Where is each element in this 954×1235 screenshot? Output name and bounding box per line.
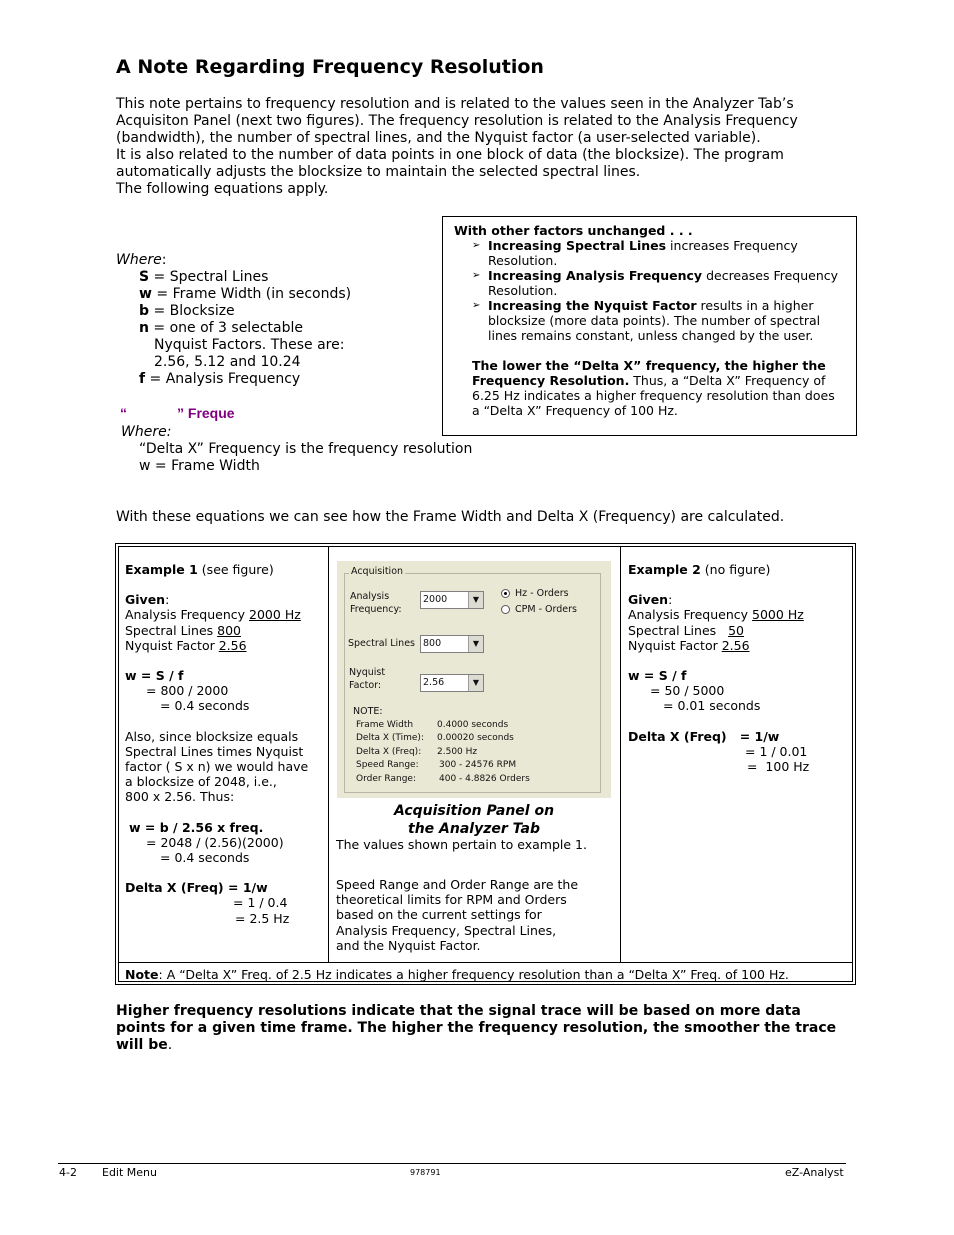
analysis-frequency-value: 2000 Hz xyxy=(249,607,301,623)
computed-key: Delta X (Freq): xyxy=(356,746,422,757)
arrow-bullet-icon: ➢ xyxy=(472,300,481,311)
computed-key: Order Range: xyxy=(356,773,416,784)
hz-orders-label[interactable]: Hz - Orders xyxy=(515,588,569,599)
computed-value: 300 - 24576 RPM xyxy=(439,760,517,771)
where-label: Where xyxy=(116,252,162,268)
dropdown-arrow-icon[interactable]: ▼ xyxy=(468,592,483,608)
definition-text: = Analysis Frequency xyxy=(145,371,301,387)
list-item xyxy=(454,268,849,298)
definition-text: = Frame Width (in seconds) xyxy=(151,286,352,302)
computed-row xyxy=(356,719,530,732)
intro-line: It is also related to the number of data points in one block of data (the blocksize). The program xyxy=(116,147,784,163)
note-line: theoretical limits for RPM and Orders xyxy=(336,892,567,908)
select-value: 800 xyxy=(423,638,442,649)
list-item xyxy=(454,298,849,343)
spectral-lines-select[interactable] xyxy=(420,635,484,653)
page-footer xyxy=(58,1163,846,1164)
example-title: Example 1 xyxy=(125,562,198,577)
example-title: Example 2 xyxy=(628,562,701,577)
bullet-text-cont: Resolution. xyxy=(488,283,558,298)
nyquist-factor-value: 2.56 xyxy=(721,637,750,653)
definition-text: = Spectral Lines xyxy=(149,269,269,285)
note-label: Note xyxy=(125,967,159,982)
bullet-bold: Increasing the Nyquist Factor xyxy=(488,298,697,313)
example-note: (no figure) xyxy=(700,562,771,577)
delta-x-equation: Delta X (Freq) = 1/w xyxy=(628,728,780,744)
computed-row xyxy=(356,773,530,786)
bullet-text-cont: Resolution. xyxy=(488,253,558,268)
lower-delta-x-note xyxy=(454,358,849,418)
delta-x-equation: Delta X (Freq) = 1/w xyxy=(125,880,268,896)
page-number: 4-2 xyxy=(59,1166,77,1179)
definition-n-values: 2.56, 5.12 and 10.24 xyxy=(154,354,301,370)
conclusion-line: points for a given time frame. The higher the frequency resolution, the smoother the trace xyxy=(116,1020,837,1036)
analysis-frequency-value: 5000 Hz xyxy=(752,607,804,623)
acquisition-panel xyxy=(337,561,611,798)
computed-value: 0.00020 seconds xyxy=(437,733,514,744)
arrow-bullet-icon: ➢ xyxy=(472,270,481,281)
note-text: Thus, a “Delta X” Frequency of xyxy=(629,373,826,388)
bullet-text: results in a higher xyxy=(696,298,814,313)
conclusion-paragraph xyxy=(116,1003,846,1054)
nyquist-factor-select[interactable] xyxy=(420,674,484,692)
calc-result: = 2.5 Hz xyxy=(235,910,290,926)
footer-section: Edit Menu xyxy=(102,1166,157,1179)
conclusion-period: . xyxy=(167,1037,173,1053)
note-line: based on the current settings for xyxy=(336,907,542,923)
frame-width-equation: w = S / f xyxy=(628,668,687,684)
symbol: S xyxy=(139,269,150,285)
bullet-bold: Increasing Analysis Frequency xyxy=(488,268,703,283)
symbol: b xyxy=(139,303,150,319)
given-label: Given xyxy=(125,592,166,608)
select-value: 2000 xyxy=(423,594,448,605)
example-note: (see figure) xyxy=(197,562,274,577)
given-colon: : xyxy=(668,592,673,608)
computed-row xyxy=(356,732,530,745)
panel-caption xyxy=(336,802,612,838)
blocksize-text: Spectral Lines times Nyquist xyxy=(125,743,304,759)
calc-result: = 100 Hz xyxy=(747,759,810,775)
frame-width-equation: w = S / f xyxy=(125,668,184,684)
note-line: 6.25 Hz indicates a higher frequency resolution than does xyxy=(472,388,835,403)
footer-product: eZ-Analyst xyxy=(785,1166,844,1179)
fragment-text: ” Freque xyxy=(177,405,235,421)
calc-step: = 2048 / (2.56)(2000) xyxy=(146,834,284,850)
nyquist-factor-label: Nyquist Factor xyxy=(628,637,722,653)
label-line: Frequency: xyxy=(350,604,402,615)
hz-orders-radio[interactable] xyxy=(501,589,510,598)
spectral-lines-label: Spectral Lines xyxy=(628,622,729,638)
nyquist-factor-label: Nyquist Factor xyxy=(125,637,219,653)
computed-value: 0.4000 seconds xyxy=(437,720,509,730)
calc-result: = 0.4 seconds xyxy=(160,698,250,714)
note-line: and the Nyquist Factor. xyxy=(336,937,481,953)
definition-n-cont: Nyquist Factors. These are: xyxy=(154,337,345,353)
bullet-text-cont: blocksize (more data points). The number of spectral xyxy=(488,313,821,328)
note-line: The lower the “Delta X” frequency, the higher the xyxy=(472,358,826,373)
delta-x-equation-fragment xyxy=(120,405,235,421)
calc-step: = 800 / 2000 xyxy=(146,683,229,699)
analysis-frequency-label: Analysis Frequency xyxy=(125,607,250,623)
calc-step: = 1 / 0.4 xyxy=(233,895,288,911)
bullet-text: decreases Frequency xyxy=(702,268,839,283)
symbol: w xyxy=(139,286,152,302)
spectral-lines-value: 50 xyxy=(728,622,744,638)
given-colon: : xyxy=(165,592,170,608)
where-colon: : xyxy=(161,252,167,268)
definition-b xyxy=(116,303,436,320)
caption-line: Acquisition Panel on xyxy=(393,803,555,819)
cpm-orders-radio[interactable] xyxy=(501,605,510,614)
computed-values xyxy=(356,719,530,786)
computed-value: 400 - 4.8826 Orders xyxy=(439,773,530,784)
blocksize-text: factor ( S x n) we would have xyxy=(125,759,309,775)
intro-line: The following equations apply. xyxy=(116,181,329,197)
label-line: Factor: xyxy=(349,680,382,691)
footer-code: 978791 xyxy=(410,1168,441,1177)
label-line: Nyquist xyxy=(349,667,386,678)
blocksize-equation: w = b / 2.56 x freq. xyxy=(129,819,264,835)
definition-w xyxy=(116,286,436,303)
speed-range-note xyxy=(336,877,616,953)
intro-line: Acquisiton Panel (next two figures). The frequency resolution is related to the Analysis Frequency xyxy=(116,113,798,129)
nyquist-factor-value: 2.56 xyxy=(218,637,247,653)
list-item xyxy=(454,238,849,268)
computed-row xyxy=(356,759,530,772)
spectral-lines-value: 800 xyxy=(217,622,241,638)
symbol: f xyxy=(139,371,146,387)
sidebar-title: With other factors unchanged . . . xyxy=(454,223,693,238)
column-divider xyxy=(620,547,621,963)
arrow-bullet-icon: ➢ xyxy=(472,240,481,251)
nyquist-factor-label xyxy=(349,666,385,692)
intro-line: This note pertains to frequency resolution and is related to the values seen in the Analyzer Tab’s xyxy=(116,96,794,112)
calc-result: = 0.01 seconds xyxy=(663,698,761,714)
bullet-bold: Increasing Spectral Lines xyxy=(488,238,667,253)
intro-line: automatically adjusts the blocksize to maintain the selected spectral lines. xyxy=(116,164,641,180)
column-divider xyxy=(328,547,329,963)
dropdown-arrow-icon[interactable]: ▼ xyxy=(468,675,483,691)
bullet-text-cont: lines remains constant, unless changed by the user. xyxy=(488,328,814,343)
label-line: Analysis xyxy=(350,591,390,602)
factors-sidebar xyxy=(442,216,857,436)
blocksize-text: a blocksize of 2048, i.e., xyxy=(125,774,277,790)
caption-line: the Analyzer Tab xyxy=(408,821,540,837)
computed-row xyxy=(356,746,530,759)
definition-n xyxy=(116,320,436,337)
computed-key: Speed Range: xyxy=(356,760,419,771)
note-label: NOTE: xyxy=(353,706,383,717)
intro-line: (bandwidth), the number of spectral lines, and the Nyquist factor (a user-selected variable). xyxy=(116,130,761,146)
delta-x-definition: “Delta X” Frequency is the frequency resolution xyxy=(139,441,473,457)
conclusion-line: will be xyxy=(116,1037,168,1053)
note-bold: Frequency Resolution. xyxy=(472,373,630,388)
select-value: 2.56 xyxy=(423,677,445,688)
factors-list xyxy=(454,238,849,343)
example-2-cell xyxy=(628,562,848,774)
values-note: The values shown pertain to example 1. xyxy=(336,837,587,852)
computed-value: 2.500 Hz xyxy=(437,746,478,757)
bullet-text: increases Frequency xyxy=(666,238,798,253)
note-line: Speed Range and Order Range are the xyxy=(336,877,579,892)
note-line: a “Delta X” Frequency of 100 Hz. xyxy=(472,403,678,418)
definition-text: = one of 3 selectable xyxy=(148,320,303,336)
open-quote: “ xyxy=(120,405,127,421)
computed-key: Delta X (Time): xyxy=(356,733,424,744)
calc-result: = 0.4 seconds xyxy=(160,850,250,866)
note-line: Analysis Frequency, Spectral Lines, xyxy=(336,922,557,938)
page-title: A Note Regarding Frequency Resolution xyxy=(116,56,544,78)
definition-text: = Blocksize xyxy=(149,303,235,319)
analysis-frequency-label xyxy=(350,590,402,616)
where-label: Where: xyxy=(121,424,172,440)
blocksize-text: Also, since blocksize equals xyxy=(125,728,299,744)
symbol: n xyxy=(139,320,149,336)
conclusion-line: Higher frequency resolutions indicate that the signal trace will be based on more data xyxy=(116,1003,801,1019)
analysis-frequency-select[interactable] xyxy=(420,591,484,609)
table-note xyxy=(125,967,850,982)
example-1-cell xyxy=(125,562,323,926)
analysis-frequency-label: Analysis Frequency xyxy=(628,607,753,623)
computed-key: Frame Width xyxy=(356,720,414,730)
row-divider xyxy=(119,962,852,963)
spectral-lines-label: Spectral Lines xyxy=(348,638,415,649)
calc-step: = 1 / 0.01 xyxy=(745,743,808,759)
definition-s xyxy=(116,269,436,286)
given-label: Given xyxy=(628,592,669,608)
calc-step: = 50 / 5000 xyxy=(650,683,725,699)
dropdown-arrow-icon[interactable]: ▼ xyxy=(468,636,483,652)
calculation-intro: With these equations we can see how the Frame Width and Delta X (Frequency) are calculated. xyxy=(116,509,785,525)
intro-paragraph xyxy=(116,96,836,198)
cpm-orders-label[interactable]: CPM - Orders xyxy=(515,604,577,615)
spectral-lines-label: Spectral Lines xyxy=(125,622,218,638)
acquisition-group-title: Acquisition xyxy=(351,566,404,577)
note-line xyxy=(472,373,849,388)
example-2-title xyxy=(628,562,848,577)
example-1-title xyxy=(125,562,323,577)
definition-f xyxy=(116,371,436,388)
note-text: : A “Delta X” Freq. of 2.5 Hz indicates a higher frequency resolution than a “Delta X” Freq. of 100 Hz. xyxy=(158,967,789,982)
where-definitions xyxy=(116,252,436,388)
frame-width-definition: w = Frame Width xyxy=(139,458,260,474)
blocksize-text: 800 x 2.56. Thus: xyxy=(125,789,235,805)
